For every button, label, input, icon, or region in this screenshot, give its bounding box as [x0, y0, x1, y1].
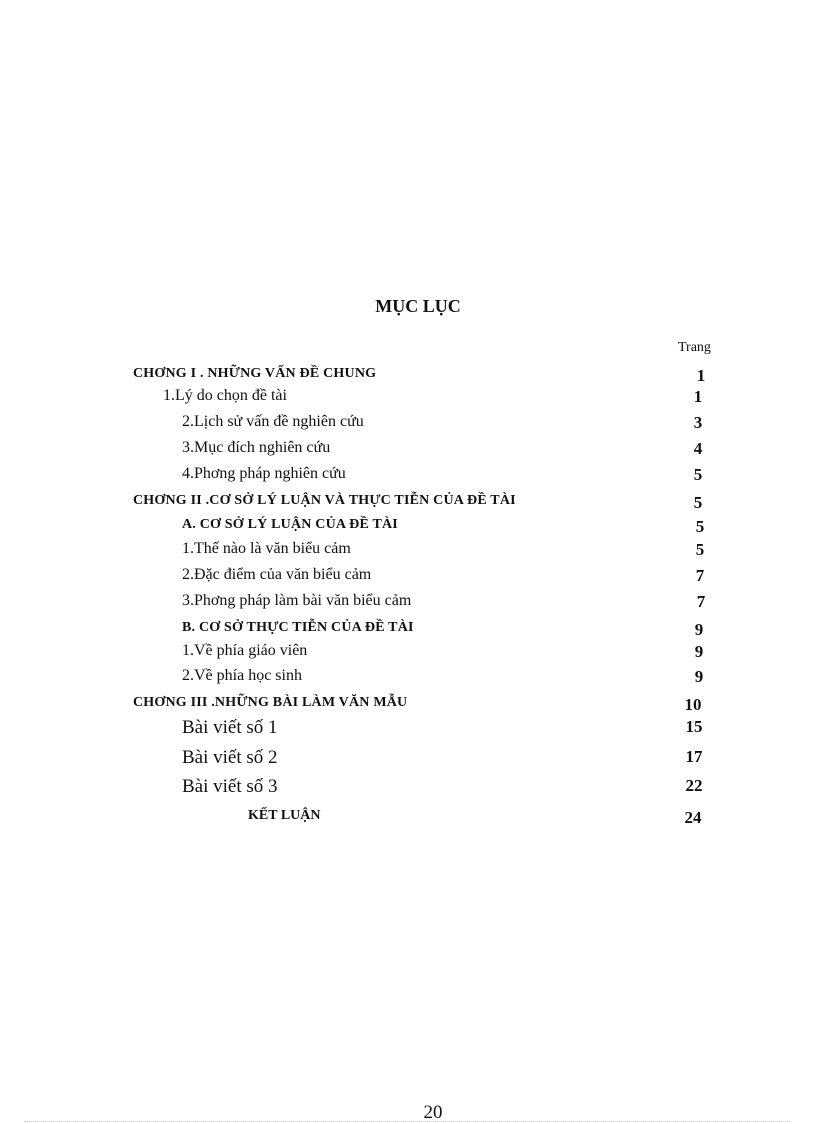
toc-entry-conclusion	[0, 808, 816, 832]
toc-entry-page: 7	[695, 566, 705, 585]
toc-entry-text: 1.Thế nào là văn biểu cảm	[182, 540, 351, 557]
toc-entry-text: 2.Lịch sử vấn đề nghiên cứu	[182, 413, 364, 430]
toc-entry-page: 5	[695, 517, 705, 536]
toc-entry-text: Bài viết số 1	[182, 717, 278, 738]
toc-entry-text: 1.Về phía giáo viên	[182, 642, 308, 659]
toc-entry	[0, 413, 816, 437]
toc-entry-text: CHƠNG III .NHỮNG BÀI LÀM VĂN MẪU	[133, 695, 408, 710]
toc-entry-page: 5	[693, 465, 703, 484]
toc-entry-page: 3	[693, 413, 703, 432]
toc-entry-text: 1.Lý do chọn đề tài	[163, 387, 287, 404]
toc-entry-page: 24	[684, 808, 702, 827]
toc-title: MỤC LỤC	[375, 296, 461, 316]
page-column-header: Trang	[678, 340, 711, 355]
toc-entry	[0, 439, 816, 463]
toc-entry-text: CHƠNG I . NHỮNG VẤN ĐỀ CHUNG	[133, 366, 377, 381]
toc-entry	[0, 667, 816, 691]
toc-entry-text: 3.Mục đích nghiên cứu	[182, 439, 331, 456]
toc-entry-text: 3.Phơng pháp làm bài văn biểu cảm	[182, 592, 412, 609]
toc-entry	[0, 776, 816, 800]
toc-entry-page: 9	[694, 667, 704, 686]
toc-entry-text: 2.Về phía học sinh	[182, 667, 302, 684]
toc-entry-page: 5	[695, 540, 705, 559]
toc-entry-text: Bài viết số 3	[182, 776, 278, 797]
toc-entry	[0, 540, 816, 564]
toc-entry-page: 1	[693, 387, 703, 406]
toc-entry-page: 22	[685, 776, 703, 795]
toc-entry-text: CHƠNG II .CƠ SỞ LÝ LUẬN VÀ THỰC TIỄN CỦA ĐỀ TÀI	[133, 493, 516, 508]
toc-entry-page: 10	[684, 695, 702, 714]
toc-entry	[0, 717, 816, 741]
toc-entry-page: 7	[696, 592, 706, 611]
toc-entry-text: A. CƠ SỞ LÝ LUẬN CỦA ĐỀ TÀI	[182, 517, 398, 532]
toc-entry-page: 15	[685, 717, 703, 736]
toc-entry	[0, 465, 816, 489]
toc-entry	[0, 592, 816, 616]
toc-entry-page: 9	[694, 620, 704, 639]
toc-entry-section-b	[0, 620, 816, 644]
toc-entry-section-a	[0, 517, 816, 541]
toc-entry-text: 4.Phơng pháp nghiên cứu	[182, 465, 346, 482]
toc-entry-text: B. CƠ SỞ THỰC TIỄN CỦA ĐỀ TÀI	[182, 620, 414, 635]
toc-entry-page: 9	[694, 642, 704, 661]
toc-entry-text: 2.Đặc điểm của văn biểu cảm	[182, 566, 372, 583]
toc-entry-page: 4	[693, 439, 703, 458]
toc-entry	[0, 566, 816, 590]
page-number: 20	[423, 1102, 443, 1123]
toc-entry	[0, 642, 816, 666]
toc-entry-text: KẾT LUẬN	[248, 808, 321, 823]
toc-entry-page: 5	[693, 493, 703, 512]
toc-entry-chapter-2	[0, 493, 816, 517]
toc-entry	[0, 387, 816, 411]
toc-entry-text: Bài viết số 2	[182, 747, 278, 768]
toc-entry	[0, 747, 816, 771]
toc-entry-chapter-3	[0, 695, 816, 719]
footer-divider	[24, 1121, 790, 1122]
toc-entry-page: 17	[685, 747, 703, 766]
toc-entry-page: 1	[696, 366, 706, 385]
